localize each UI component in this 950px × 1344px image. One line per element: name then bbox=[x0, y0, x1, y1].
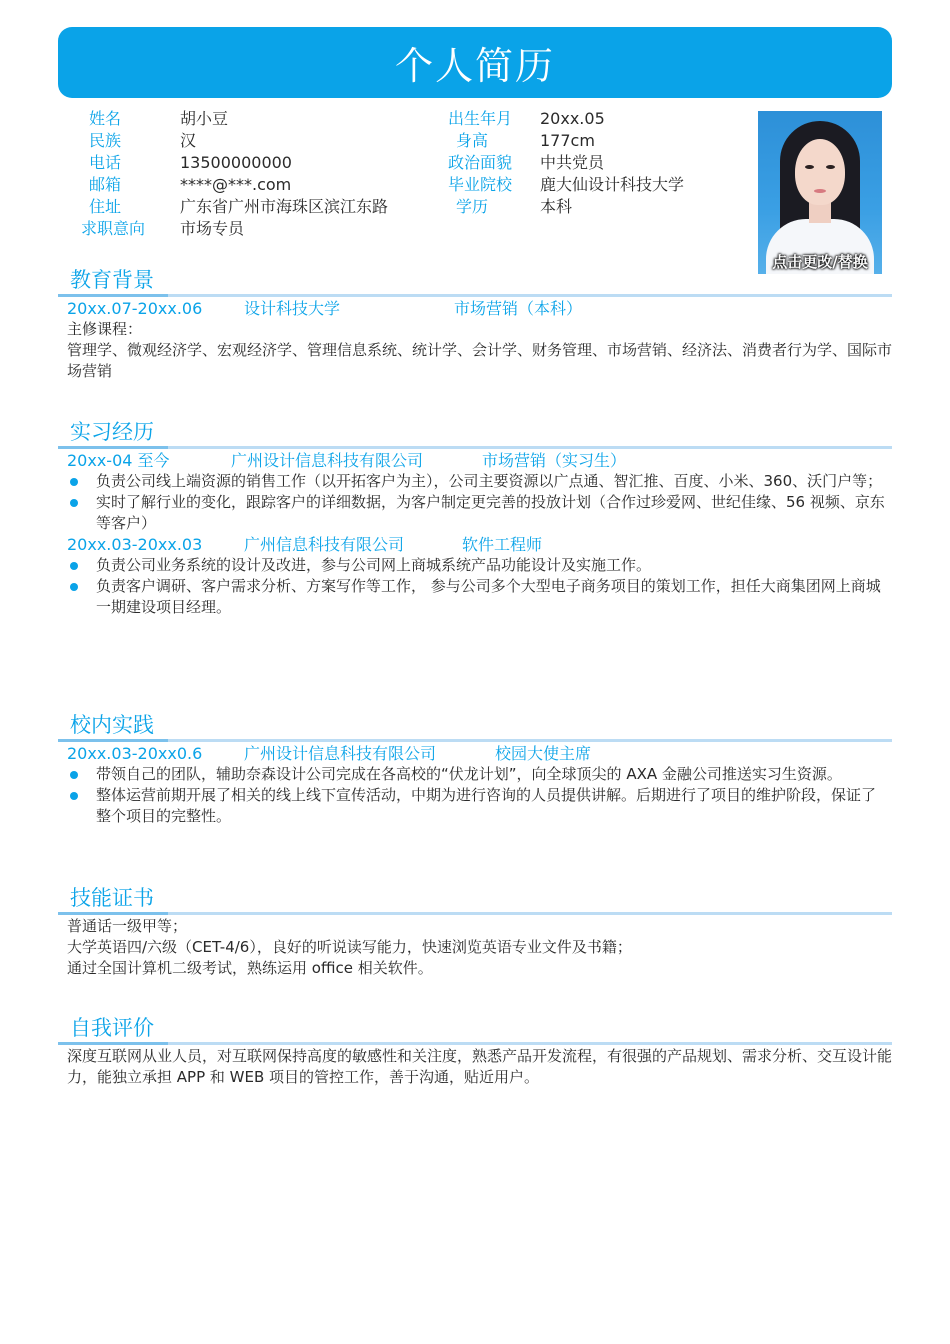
self-evaluation-text: 深度互联网从业人员，对互联网保持高度的敏感性和关注度，熟悉产品开发流程，有很强的产品规划、需求分析、交互设计能力，能独立承担 APP 和 WEB 项目的管控工作，善于沟通，贴近用户。 bbox=[67, 1047, 893, 1086]
entry-period: 20xx.03-20xx.03 bbox=[67, 535, 203, 554]
list-item: 实时了解行业的变化，跟踪客户的详细数据，为客户制定更完善的投放计划（合作过珍爱网、世纪佳缘、56 视频、京东等客户） bbox=[58, 492, 892, 534]
info-value: 13500000000 bbox=[180, 153, 292, 172]
info-value: 广东省广州市海珠区滨江东路 bbox=[180, 197, 389, 216]
section-divider bbox=[58, 446, 892, 449]
campus-section bbox=[58, 711, 892, 827]
list-item: 负责公司业务系统的设计及改进，参与公司网上商城系统产品功能设计及实施工作。 bbox=[58, 555, 892, 576]
list-item: 带领自己的团队，辅助奈森设计公司完成在各高校的“伏龙计划”，向全球顶尖的 AXA 金融公司推送实习生资源。 bbox=[58, 764, 892, 785]
entry-role: 市场营销（实习生） bbox=[482, 451, 627, 470]
info-value: 汉 bbox=[180, 131, 197, 150]
list-item: 整体运营前期开展了相关的线上线下宣传活动，中期为进行咨询的人员提供讲解。后期进行了项目的维护阶段，保证了整个项目的完整性。 bbox=[58, 785, 892, 827]
bullet-icon bbox=[70, 771, 78, 779]
entry-school: 设计科技大学 bbox=[244, 299, 341, 318]
title-banner bbox=[58, 27, 892, 98]
bullet-icon bbox=[70, 792, 78, 800]
section-header bbox=[58, 1014, 892, 1046]
section-title: 教育背景 bbox=[70, 268, 154, 292]
section-header bbox=[58, 711, 892, 743]
info-label: 出生年月 bbox=[448, 109, 513, 128]
skill-line: 通过全国计算机二级考试，熟练运用 office 相关软件。 bbox=[67, 959, 433, 977]
entry-role: 校园大使主席 bbox=[495, 744, 592, 763]
campus-duties bbox=[58, 764, 892, 827]
info-value: ****@***.com bbox=[180, 175, 292, 194]
section-divider-accent bbox=[58, 294, 168, 297]
education-entry-header bbox=[67, 298, 892, 319]
section-title: 自我评价 bbox=[70, 1016, 154, 1040]
section-divider-accent bbox=[58, 912, 168, 915]
entry-period: 20xx-04 至今 bbox=[67, 451, 170, 470]
entry-company: 广州设计信息科技有限公司 bbox=[244, 744, 437, 763]
section-divider bbox=[58, 294, 892, 297]
job-duties bbox=[58, 555, 892, 618]
section-divider-accent bbox=[58, 446, 168, 449]
info-value: 鹿大仙设计科技大学 bbox=[540, 175, 685, 194]
list-item: 负责客户调研、客户需求分析、方案写作等工作， 参与公司多个大型电子商务项目的策划工作，担任大商集团网上商城一期建设项目经理。 bbox=[58, 576, 892, 618]
entry-period: 20xx.03-20xx0.6 bbox=[67, 744, 203, 763]
skill-line: 普通话一级甲等； bbox=[67, 917, 188, 935]
education-section bbox=[58, 266, 892, 382]
info-label: 民族 bbox=[89, 131, 122, 150]
job-entry-header bbox=[67, 534, 892, 555]
courses-label: 主修课程： bbox=[67, 320, 143, 338]
info-label: 政治面貌 bbox=[448, 153, 513, 172]
section-divider-accent bbox=[58, 1042, 168, 1045]
campus-entry-header bbox=[67, 743, 892, 764]
photo-face bbox=[795, 139, 845, 205]
bullet-icon bbox=[70, 478, 78, 486]
section-header bbox=[58, 884, 892, 916]
info-value: 胡小豆 bbox=[180, 109, 229, 128]
info-value: 177cm bbox=[540, 131, 595, 150]
section-divider bbox=[58, 739, 892, 742]
info-value: 20xx.05 bbox=[540, 109, 605, 128]
section-title: 技能证书 bbox=[70, 886, 154, 910]
section-title: 实习经历 bbox=[70, 420, 154, 444]
skills-section bbox=[58, 884, 892, 979]
info-label: 学历 bbox=[456, 197, 489, 216]
courses-list: 管理学、微观经济学、宏观经济学、管理信息系统、统计学、会计学、财务管理、市场营销、经济法、消费者行为学、国际市场营销 bbox=[67, 341, 893, 380]
section-header bbox=[58, 418, 892, 450]
job-duties bbox=[58, 471, 892, 534]
section-divider-accent bbox=[58, 739, 168, 742]
job-entry-header bbox=[67, 450, 892, 471]
info-label: 求职意向 bbox=[81, 219, 146, 238]
section-header bbox=[58, 266, 892, 298]
section-divider bbox=[58, 912, 892, 915]
info-label: 身高 bbox=[456, 131, 489, 150]
entry-role: 软件工程师 bbox=[462, 535, 543, 554]
info-value: 中共党员 bbox=[540, 153, 605, 172]
skill-line: 大学英语四/六级（CET-4/6），良好的听说读写能力，快速浏览英语专业文件及书籍； bbox=[67, 938, 632, 956]
resume-title: 个人简历 bbox=[394, 44, 555, 88]
info-label: 电话 bbox=[89, 153, 122, 172]
info-label: 姓名 bbox=[89, 109, 122, 128]
entry-major: 市场营销（本科） bbox=[454, 299, 583, 318]
info-value: 市场专员 bbox=[180, 219, 245, 238]
profile-photo[interactable] bbox=[758, 111, 882, 274]
bullet-icon bbox=[70, 562, 78, 570]
list-item: 负责公司线上端资源的销售工作（以开拓客户为主），公司主要资源以广点通、智汇推、百度、小米、360、沃门户等； bbox=[58, 471, 892, 492]
info-label: 邮箱 bbox=[89, 175, 122, 194]
self-evaluation-section bbox=[58, 1014, 892, 1088]
entry-period: 20xx.07-20xx.06 bbox=[67, 299, 203, 318]
info-label: 住址 bbox=[89, 197, 122, 216]
section-title: 校内实践 bbox=[70, 713, 154, 737]
photo-eye bbox=[826, 165, 835, 169]
section-divider bbox=[58, 1042, 892, 1045]
change-photo-label[interactable]: 点击更改/替换 bbox=[772, 253, 868, 271]
entry-company: 广州设计信息科技有限公司 bbox=[231, 451, 424, 470]
photo-lips bbox=[814, 189, 826, 193]
info-label: 毕业院校 bbox=[448, 175, 513, 194]
internship-section bbox=[58, 418, 892, 618]
bullet-icon bbox=[70, 583, 78, 591]
info-value: 本科 bbox=[540, 197, 573, 216]
entry-company: 广州信息科技有限公司 bbox=[244, 535, 405, 554]
photo-eye bbox=[805, 165, 814, 169]
bullet-icon bbox=[70, 499, 78, 507]
